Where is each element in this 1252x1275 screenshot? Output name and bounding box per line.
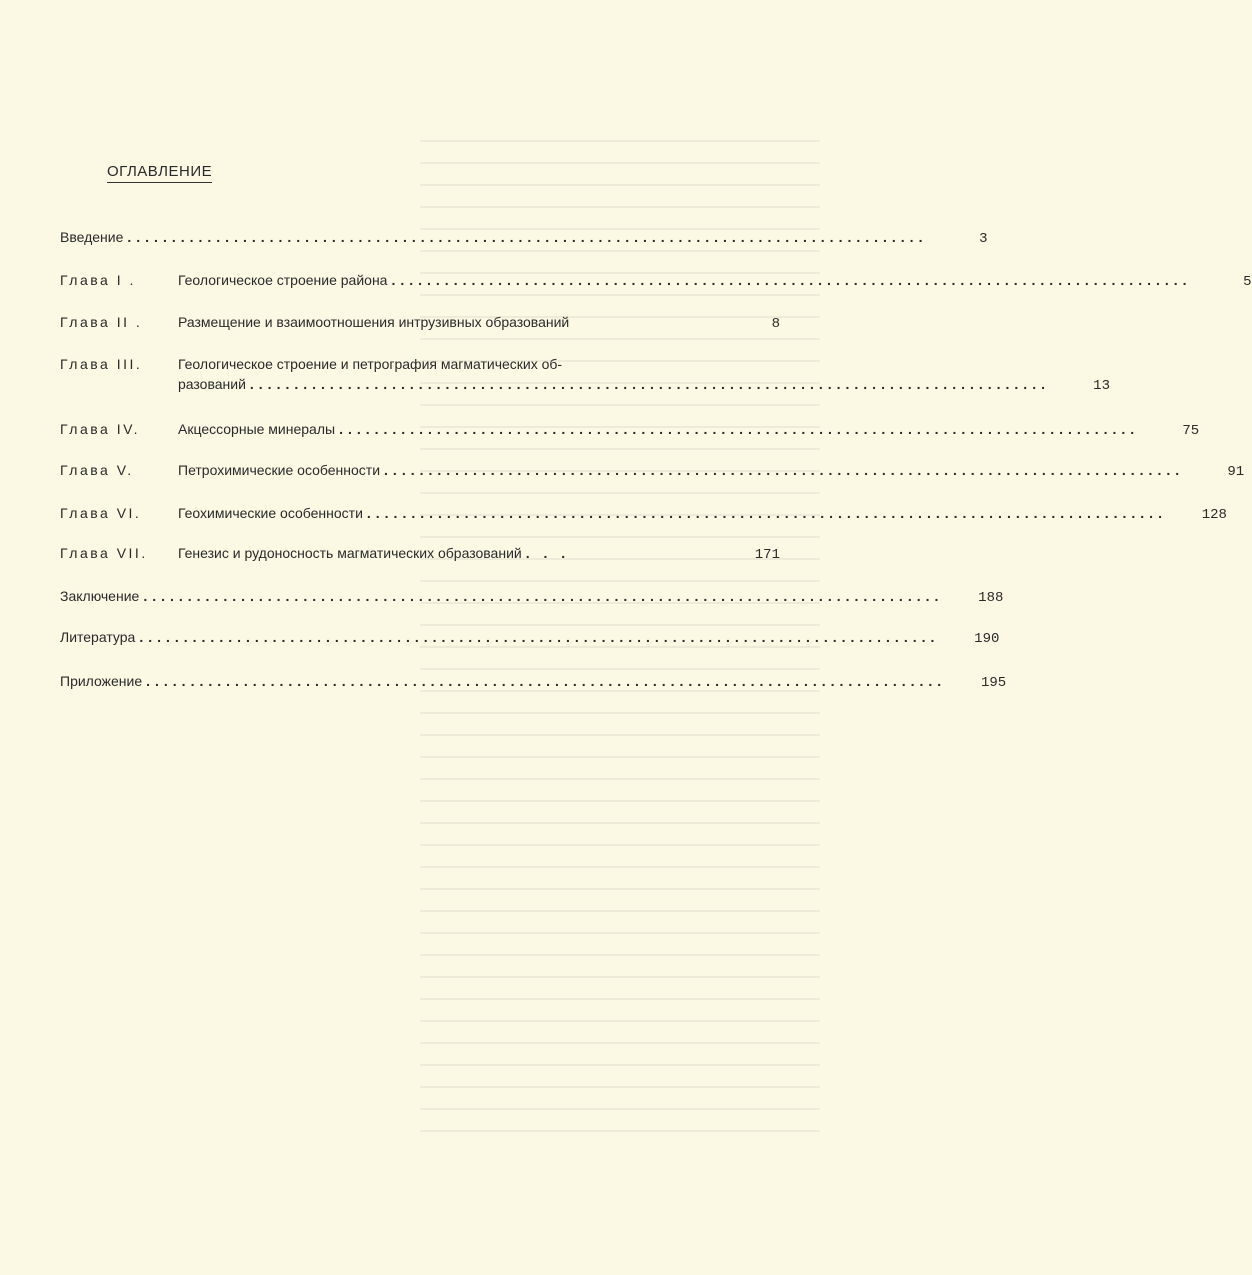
leader-dots: . . . (525, 545, 571, 561)
chapter-label: Глава V. (60, 462, 134, 478)
toc-entry-chapter-2[interactable] (60, 314, 780, 332)
leader-dots: .......................................................................................... (391, 272, 1192, 288)
leader-dots: .......................................................................................... (143, 588, 944, 604)
toc-entry-introduction[interactable] (60, 229, 988, 247)
toc-page-number: 195 (980, 675, 1007, 691)
chapter-label: Глава III. (60, 356, 143, 372)
toc-entry-chapter-6[interactable] (60, 505, 1227, 523)
toc-entry-title: Геологическое строение района (178, 272, 388, 288)
toc-entry-appendix[interactable] (60, 673, 1007, 691)
toc-entry-references[interactable] (60, 629, 1000, 647)
toc-entry-chapter-1[interactable] (60, 272, 1252, 290)
toc-entry-chapter-3[interactable] (60, 356, 1110, 400)
toc-entry-title: Генезис и рудоносность магматических образований (178, 545, 522, 561)
toc-entry-conclusion[interactable] (60, 588, 1004, 606)
leader-dots: .......................................................................................... (127, 229, 928, 245)
toc-entry-title: Приложение (60, 673, 143, 689)
chapter-label: Глава VI. (60, 505, 142, 521)
leader-dots: .......................................................................................... (249, 376, 1050, 392)
toc-entry-title-line2: разований (178, 376, 246, 392)
toc-entry-title: Акцессорные минералы (178, 421, 336, 437)
toc-page-number: 75 (1182, 423, 1200, 439)
toc-page-number: 190 (974, 631, 1000, 647)
leader-dots: .......................................................................................... (366, 505, 1167, 521)
toc-entry-chapter-4[interactable] (60, 421, 1200, 439)
chapter-label: Глава VII. (60, 545, 148, 561)
toc-page-number: 3 (979, 231, 988, 247)
toc-entry-title: Размещение и взаимоотношения интрузивных образований (178, 314, 570, 330)
leader-dots: .......................................................................................... (139, 629, 940, 645)
toc-page-number: 188 (978, 590, 1004, 606)
toc-entry-title: Геохимические особенности (178, 505, 363, 521)
toc-page-number: 91 (1227, 464, 1245, 480)
page-title: ОГЛАВЛЕНИЕ (107, 163, 212, 183)
chapter-label: Глава II . (60, 314, 143, 330)
toc-page-number: 171 (754, 547, 780, 563)
leader-dots: .......................................................................................... (146, 673, 947, 689)
chapter-label: Глава IV. (60, 421, 141, 437)
leader-dots: .......................................................................................... (339, 421, 1140, 437)
toc-entry-title: Литература (60, 629, 136, 645)
toc-page-number: 8 (771, 316, 780, 332)
toc-page-number: 5 (1243, 274, 1252, 290)
toc-entry-chapter-7[interactable] (60, 545, 780, 563)
toc-entry-title-line1: Геологическое строение и петрография магматических об- (178, 356, 563, 372)
toc-page-number: 13 (1093, 378, 1110, 394)
toc-entry-title: Петрохимические особенности (178, 462, 381, 478)
toc-entry-chapter-5[interactable] (60, 462, 1245, 480)
toc-entry-title: Введение (60, 229, 124, 245)
chapter-label: Глава I . (60, 272, 136, 288)
leader-dots: .......................................................................................... (384, 462, 1185, 478)
toc-entry-title: Заключение (60, 588, 140, 604)
toc-page-number: 128 (1201, 507, 1227, 523)
